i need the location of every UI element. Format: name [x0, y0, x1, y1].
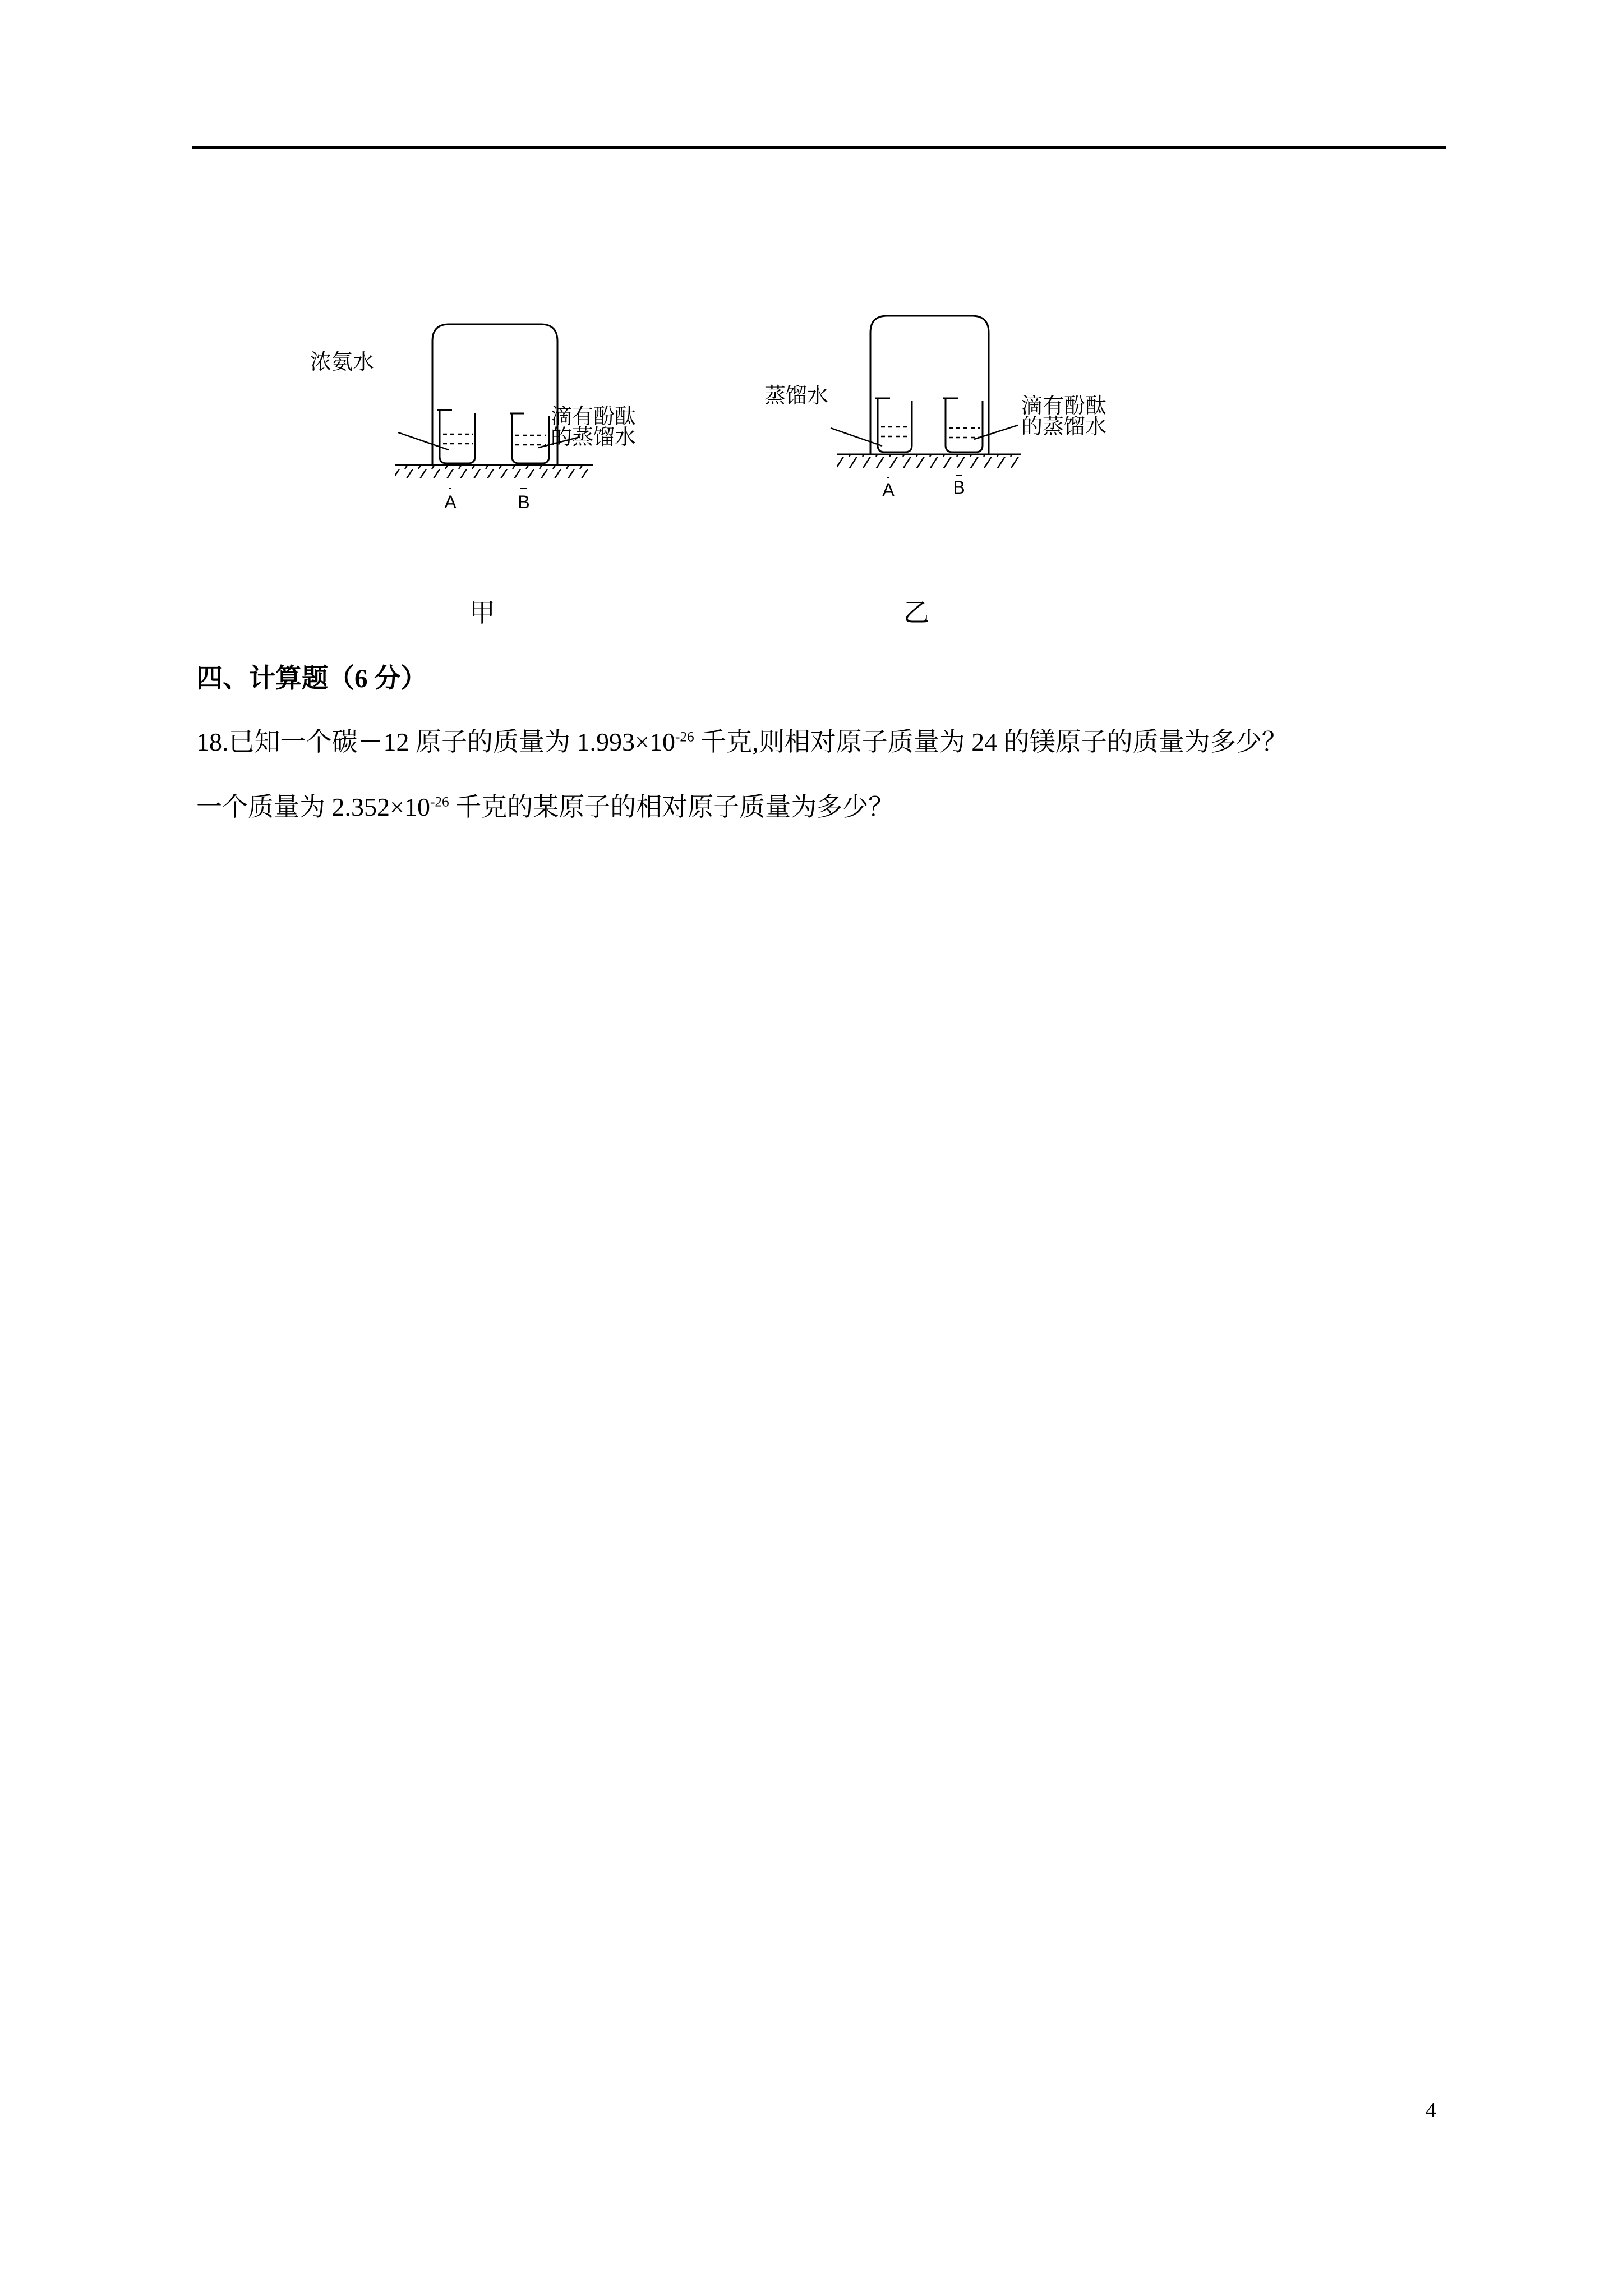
beaker-a-label: A: [444, 492, 457, 512]
question-text: 千克,则相对原子质量为 24 的镁原子的质量为多少？: [694, 728, 1288, 756]
beaker-a: [437, 410, 475, 463]
ground-hatching: [837, 455, 1021, 468]
section-title: 四、计算题（6 分）: [196, 664, 427, 693]
question-text: 18.已知一个碳－12 原子的质量为 1.993×10: [196, 728, 675, 756]
label-phenolphthalein-line1: 滴有酚酞: [551, 405, 637, 429]
question-text: 一个质量为 2.352×10: [196, 793, 430, 821]
question-text: 千克的某原子的相对原子质量为多少？: [449, 793, 895, 821]
label-phenolphthalein-line2: 的蒸馏水: [1021, 415, 1107, 439]
beaker-a-label: A: [882, 480, 895, 500]
beaker-a: [875, 398, 912, 452]
question-18-line2: [196, 790, 1453, 824]
leader-line-left: [398, 432, 449, 450]
label-phenolphthalein-line1: 滴有酚酞: [1021, 394, 1107, 418]
label-distilled-water: 蒸馏水: [764, 384, 829, 408]
question-18-line1: [196, 725, 1453, 759]
figure-caption-jia: 甲: [469, 599, 495, 627]
exponent: -26: [675, 729, 694, 745]
leader-line-right: [974, 425, 1018, 439]
ground-hatching: [395, 466, 593, 478]
leader-line-left: [831, 428, 882, 446]
bell-jar: [870, 316, 989, 454]
exponent: -26: [430, 794, 449, 810]
page-number: 4: [1426, 2099, 1436, 2122]
experiment-figures: [0, 0, 1623, 651]
label-concentrated-ammonia: 浓氨水: [310, 351, 375, 374]
beaker-b: [943, 398, 983, 452]
beaker-b-label: B: [953, 477, 965, 498]
figure-yi: [831, 316, 1021, 477]
label-phenolphthalein-line2: 的蒸馏水: [551, 426, 637, 449]
beaker-b: [510, 413, 549, 463]
beaker-b-label: B: [518, 492, 530, 512]
figure-caption-yi: 乙: [903, 599, 929, 627]
